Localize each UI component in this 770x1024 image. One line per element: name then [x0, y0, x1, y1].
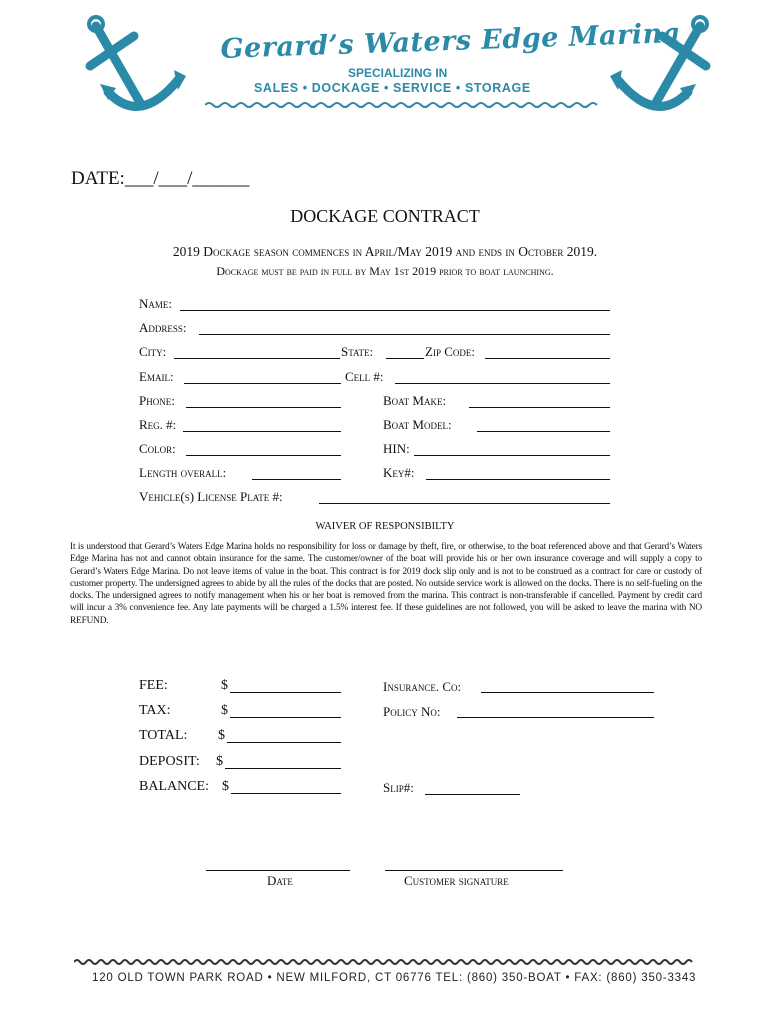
email-input[interactable] — [184, 383, 341, 384]
city-input[interactable] — [174, 358, 340, 359]
state-label: State: — [341, 344, 374, 359]
deposit-dollar: $ — [216, 754, 223, 769]
name-input[interactable] — [180, 310, 610, 311]
wave-divider — [205, 100, 600, 110]
boat-make-input[interactable] — [469, 407, 610, 408]
brand-name: Gerard’s Waters Edge Marina — [220, 17, 682, 65]
insurance-label: Insurance. Co: — [383, 679, 462, 694]
date-signature-line[interactable] — [206, 870, 350, 871]
length-label: Length overall: — [139, 465, 227, 480]
key-input[interactable] — [426, 479, 610, 480]
phone-input[interactable] — [186, 407, 341, 408]
length-input[interactable] — [252, 479, 341, 480]
deposit-input[interactable] — [225, 768, 341, 769]
tax-input[interactable] — [230, 717, 341, 718]
boat-make-label: Boat Make: — [383, 393, 447, 408]
specializing-label: SPECIALIZING IN — [348, 66, 448, 80]
contract-title: DOCKAGE CONTRACT — [290, 206, 480, 226]
zip-input[interactable] — [485, 358, 610, 359]
fee-input[interactable] — [230, 692, 341, 693]
key-label: Key#: — [383, 465, 415, 480]
footer-rope-divider — [74, 958, 696, 966]
slip-input[interactable] — [425, 794, 520, 795]
season-line-1: 2019 Dockage season commences in April/May 2019 and ends in October 2019. — [172, 244, 598, 259]
insurance-input[interactable] — [481, 692, 654, 693]
state-input[interactable] — [386, 358, 424, 359]
vehicle-input[interactable] — [319, 503, 610, 504]
balance-input[interactable] — [231, 793, 341, 794]
vehicle-label: Vehicle(s) License Plate #: — [139, 489, 283, 504]
slip-label: Slip#: — [383, 780, 414, 795]
cell-label: Cell #: — [345, 369, 384, 384]
zip-label: Zip Code: — [425, 344, 475, 359]
balance-dollar: $ — [222, 779, 229, 794]
color-input[interactable] — [186, 455, 341, 456]
boat-model-label: Boat Model: — [383, 417, 452, 432]
cell-input[interactable] — [395, 383, 610, 384]
address-input[interactable] — [199, 334, 610, 335]
waiver-title: WAIVER OF RESPONSIBILTY — [315, 521, 455, 532]
tax-label: TAX: — [139, 703, 171, 718]
balance-label: BALANCE: — [139, 779, 209, 794]
anchor-left-icon — [82, 14, 194, 122]
reg-input[interactable] — [183, 431, 341, 432]
services-line: SALES • DOCKAGE • SERVICE • STORAGE — [254, 81, 531, 95]
customer-signature-label: Customer signature — [404, 873, 509, 888]
policy-label: Policy No: — [383, 704, 441, 719]
total-dollar: $ — [218, 728, 225, 743]
fee-dollar: $ — [221, 678, 228, 693]
tax-dollar: $ — [221, 703, 228, 718]
color-label: Color: — [139, 441, 176, 456]
address-label: Address: — [139, 320, 187, 335]
hin-input[interactable] — [414, 455, 610, 456]
total-input[interactable] — [227, 742, 341, 743]
customer-signature-line[interactable] — [385, 870, 563, 871]
reg-label: Reg. #: — [139, 417, 177, 432]
phone-label: Phone: — [139, 393, 175, 408]
name-label: Name: — [139, 296, 172, 311]
fee-label: FEE: — [139, 678, 168, 693]
date-field[interactable]: DATE:___/___/______ — [71, 168, 250, 189]
season-line-2: Dockage must be paid in full by May 1st 2019 prior to boat launching. — [216, 264, 554, 278]
hin-label: HIN: — [383, 441, 410, 456]
policy-input[interactable] — [457, 717, 654, 718]
date-signature-label: Date — [267, 873, 293, 888]
waiver-text: It is understood that Gerard’s Waters Edge Marina holds no responsibility for loss or damage by theft, fire, or otherwise, to the boat referenced above and that Gerard’s Waters Edge Marina has not and cannot obtain insurance for the same. The customer/owner of the boat will provide his or her own insurance coverage and will supply a copy to Gerard’s Waters Edge Marina. Do not leave items of value in the boat. This contract is for 2019 dock slip only and is not to be construed as a contract for care or custody of customer property. The undersigned agrees to abide by all the rules of the docks that are posted. No outside service work is allowed on the docks. There is no self-fueling on the docks. The undersigned agrees to notify management when his or her boat is removed from the marina. This contract is non-transferable if cancelled. Payment by credit card will incur a 3% convenience fee. Any late payments will be charged a 1.5% interest fee. If these guidelines are not followed, you will be asked to leave the marina with NO REFUND. — [70, 542, 702, 626]
boat-model-input[interactable] — [477, 431, 610, 432]
total-label: TOTAL: — [139, 728, 188, 743]
footer-address: 120 OLD TOWN PARK ROAD • NEW MILFORD, CT 06776 TEL: (860) 350-BOAT • FAX: (860) 350-3343 — [92, 972, 697, 984]
deposit-label: DEPOSIT: — [139, 754, 200, 769]
city-label: City: — [139, 344, 167, 359]
email-label: Email: — [139, 369, 174, 384]
